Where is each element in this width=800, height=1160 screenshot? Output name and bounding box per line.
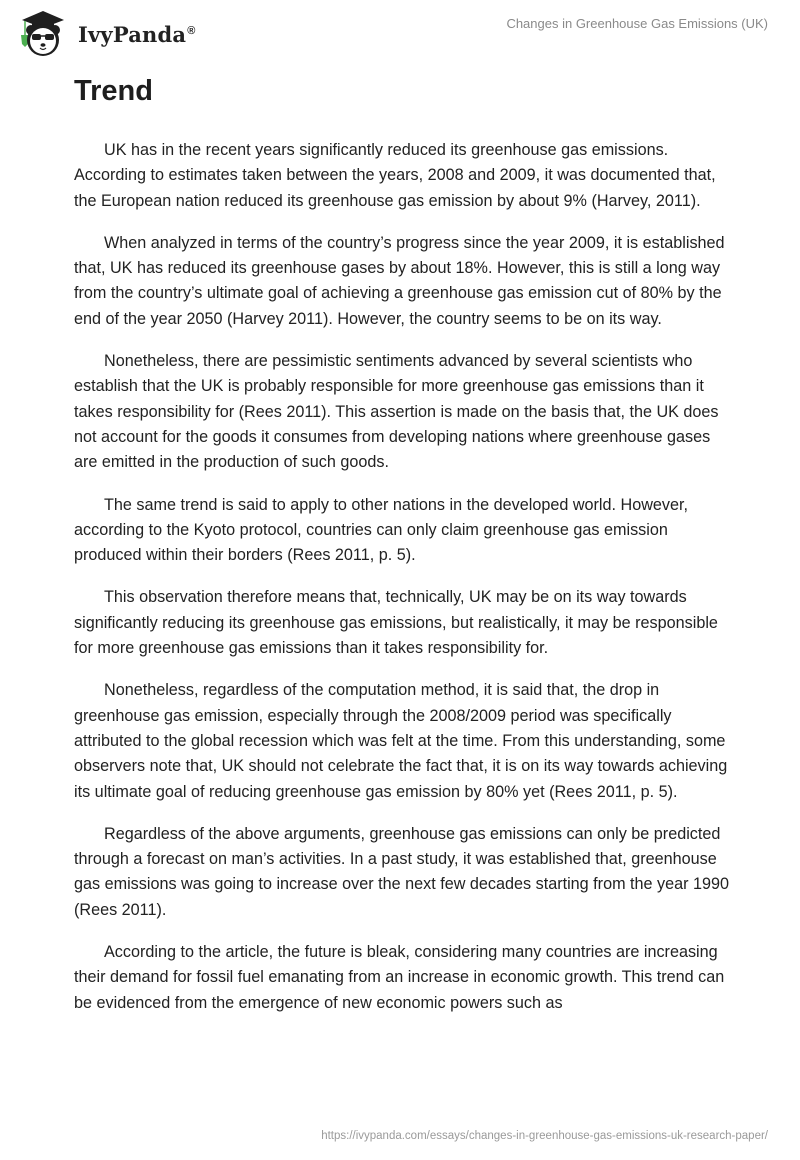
panda-graduate-icon [16, 8, 68, 58]
document-title: Changes in Greenhouse Gas Emissions (UK) [506, 16, 768, 31]
ivypanda-logo[interactable] [16, 8, 196, 58]
paragraph: Nonetheless, there are pessimistic sentiments advanced by several scientists who establish that the UK is probably responsible for more greenhouse gas emissions than it takes responsibility for (Rees 2011). This assertion is made on the basis that, the UK does not account for the goods it consumes from developing nations where greenhouse gases are emitted in the production of such goods. [74, 352, 719, 472]
paragraph: Regardless of the above arguments, greenhouse gas emissions can only be predicted through a forecast on man’s activities. In a past study, it was established that, greenhouse gas emissions was going to increase over the next few decades starting from the year 1990 (Rees 2011). [74, 824, 730, 919]
paragraph: This observation therefore means that, technically, UK may be on its way towards significantly reducing its greenhouse gas emissions, but realistically, it may be responsible for more greenhouse gas emissions than it takes responsibility for. [74, 588, 718, 658]
page-header [0, 0, 800, 60]
source-url-link[interactable]: https://ivypanda.com/essays/changes-in-greenhouse-gas-emissions-uk-research-paper/ [321, 1130, 768, 1142]
paragraph: When analyzed in terms of the country’s progress since the year 2009, it is established that, UK has reduced its greenhouse gases by about 18%. However, this is still a long way from the country’s ultimate goal of achieving a greenhouse gas emission cut of 80% by the end of the year 2050 (Harvey 2011). However, the country seems to be on its way. [74, 233, 725, 328]
brand-name [78, 22, 196, 47]
paragraph: According to the article, the future is bleak, considering many countries are increasing their demand for fossil fuel emanating from an increase in economic growth. This trend can be evidenced from the emergence of new economic powers such as [74, 943, 725, 1012]
registered-mark: ® [187, 24, 196, 37]
paragraph: The same trend is said to apply to other nations in the developed world. However, according to the Kyoto protocol, countries can only claim greenhouse gas emission produced within their borders (Rees 2011, p. 5). [74, 495, 688, 565]
paragraph: UK has in the recent years significantly reduced its greenhouse gas emissions. According to estimates taken between the years, 2008 and 2009, it was documented that, the European nation reduced its greenhouse gas emission by about 9% (Harvey, 2011). [74, 141, 716, 210]
section-heading: Trend [74, 75, 153, 107]
article-body [74, 70, 734, 1016]
paragraph: Nonetheless, regardless of the computation method, it is said that, the drop in greenhouse gas emission, especially through the 2008/2009 period was specifically attributed to the global recession which was felt at the time. From this understanding, some observers note that, UK should not celebrate the fact that, it is on its way towards achieving its ultimate goal of reducing greenhouse gas emission by 80% yet (Rees 2011, p. 5). [74, 681, 728, 801]
brand-text: IvyPanda [78, 21, 187, 47]
